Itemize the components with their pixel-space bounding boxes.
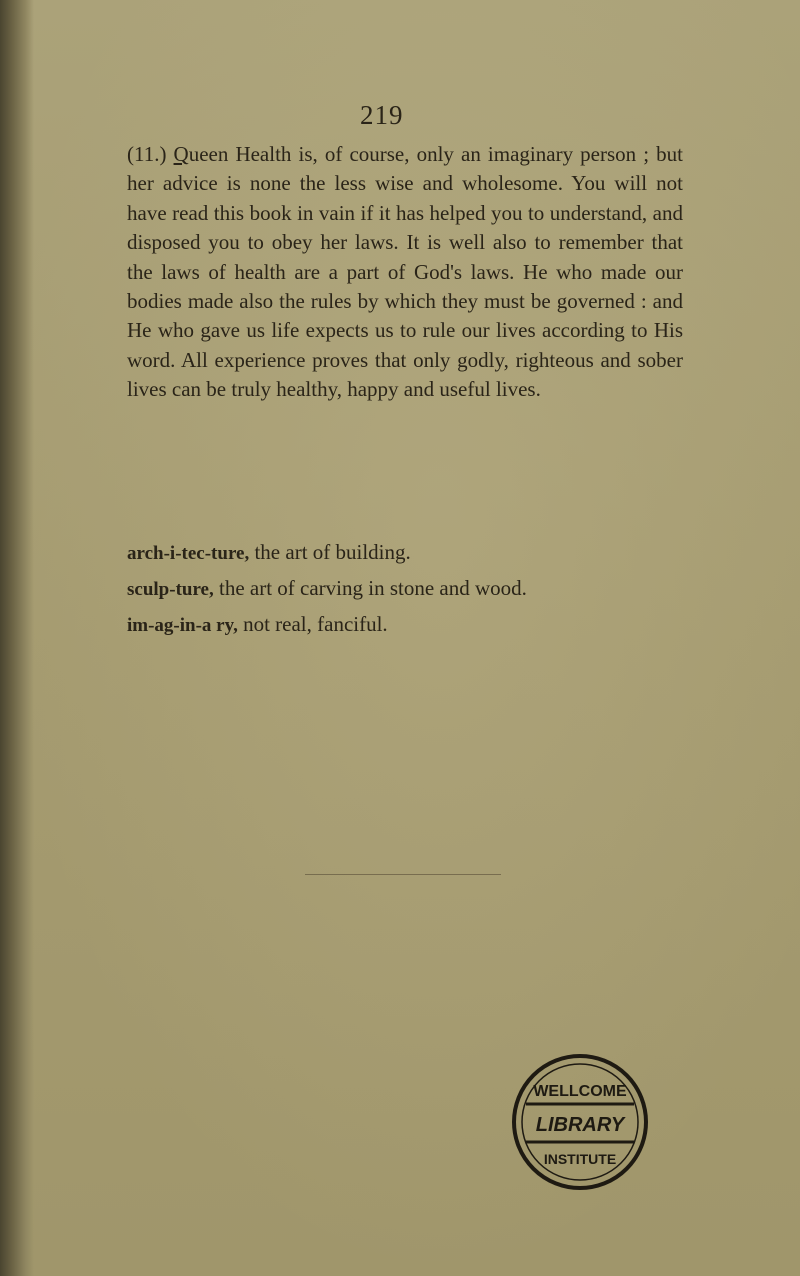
glossary-entry: [127, 534, 727, 570]
glossary-list: [127, 534, 727, 642]
divider-line: [305, 874, 501, 875]
glossary-definition: the art of building.: [249, 540, 411, 564]
glossary-entry: [127, 606, 727, 642]
glossary-term: sculp-ture,: [127, 579, 214, 600]
glossary-definition: not real, fanciful.: [237, 612, 388, 636]
svg-text:INSTITUTE: INSTITUTE: [543, 1151, 617, 1167]
glossary-definition: the art of carving in stone and wood.: [213, 576, 527, 600]
book-spine-shadow: [0, 0, 34, 1276]
drop-letter: Q: [173, 142, 189, 166]
paragraph-text: ueen Health is, of course, only an imaginary person ; but her advice is none the less wise and wholesome. You will not have read this book in vain if it has helped you to understand, and disposed you to obey her laws. It is well also to remember that the laws of health are a part of God's laws. He who made our bodies made also the rules by which they must be governed : and He who gave us life expects us to rule our lives according to His word. All experience proves that only godly, righteous and sober lives can be truly healthy, happy and useful lives.: [127, 142, 683, 402]
paragraph-number: (11.): [127, 142, 174, 166]
main-paragraph: [127, 140, 683, 405]
page-number: 219: [360, 100, 404, 130]
glossary-term: arch-i-tec-ture,: [127, 543, 250, 564]
svg-text:LIBRARY: LIBRARY: [535, 1114, 625, 1136]
svg-text:WELLCOME: WELLCOME: [533, 1083, 627, 1100]
glossary-term: im-ag-in-a ry,: [127, 615, 238, 636]
library-stamp-icon: [510, 1052, 650, 1192]
glossary-entry: [127, 570, 727, 606]
